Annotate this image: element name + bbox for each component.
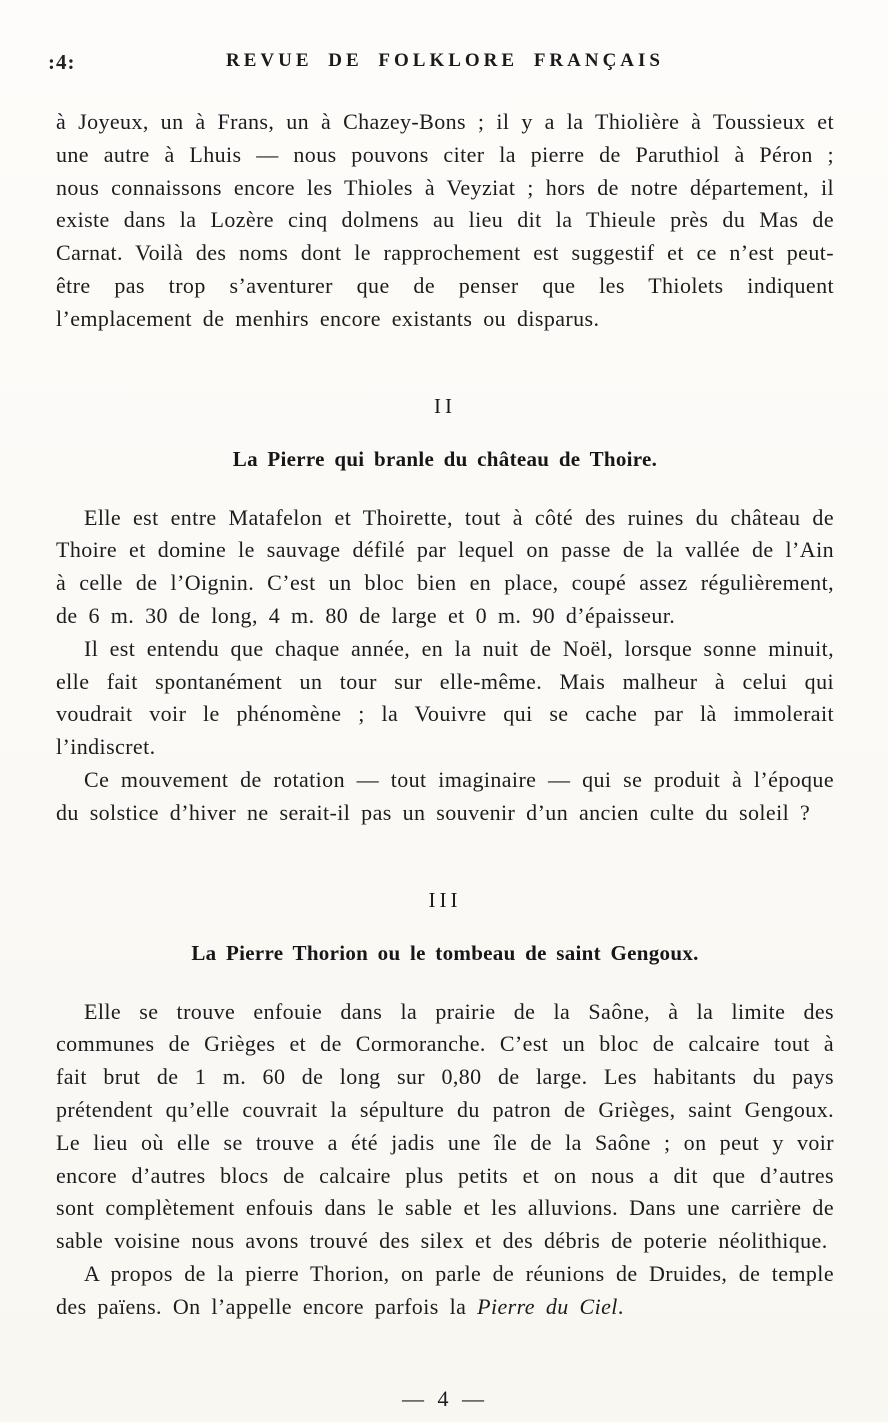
closing-period: . — [617, 1293, 624, 1319]
page-number: — 4 — — [402, 1386, 486, 1411]
section-2 — [56, 394, 834, 830]
section-2-title: La Pierre qui branle du château de Thoire. — [232, 446, 658, 471]
section-3-number: III — [428, 887, 462, 912]
closing-italic-title: Pierre du Ciel — [477, 1293, 618, 1319]
paragraph: Il est entendu que chaque année, en la nuit de Noël, lorsque sonne minuit, elle fait spontanément un tour sur elle-même. Mais malheur à celui qui voudrait voir le phénomène ; la Vouivre qui se cache par là immolerait l’indiscret. — [56, 635, 834, 760]
paragraph: Elle se trouve enfouie dans la prairie de la Saône, à la limite des communes de Grièges et de Cormoranche. C’est un bloc de calcaire tout à fait brut de 1 m. 60 de long sur 0,80 de large. Les habitants du pays prétendent qu’elle couvrait la sépulture du patron de Grièges, saint Gengoux. Le lieu où elle se trouve a été jadis une île de la Saône ; on peut y voir encore d’autres blocs de calcaire plus petits et on nous a dit que d’autres sont complètement enfouis dans le sable et les alluvions. Dans une carrière de sable voisine nous avons trouvé des silex et des débris de poterie néolithique. — [56, 998, 834, 1254]
paragraph-closing — [56, 1258, 834, 1324]
journal-title: REVUE DE FOLKLORE FRANÇAIS — [225, 50, 664, 71]
page-header — [48, 48, 834, 80]
closing-text: A propos de la pierre Thorion, on parle de réunions de Druides, de temple des païens. On l’appelle encore parfois la — [56, 1260, 834, 1319]
page-footer — [0, 1386, 888, 1412]
signature-mark: :4: — [48, 50, 76, 74]
section-3 — [56, 888, 834, 1324]
paragraph-continuation: à Joyeux, un à Frans, un à Chazey-Bons ; il y a la Thiolière à Toussieux et une autre à Lhuis — nous pouvons citer la pierre de Paruthiol à Péron ; nous connaissons encore les Thioles à Veyziat ; hors de notre département, il existe dans la Lozère cinq dolmens au lieu dit la Thieule près du Mas de Carnat. Voilà des noms dont le rapprochement est suggestif et ce n’est peut-être pas trop s’aventurer que de penser que les Thiolets indiquent l’emplacement de menhirs encore existants ou disparus. — [56, 109, 834, 331]
section-3-title: La Pierre Thorion ou le tombeau de saint Gengoux. — [191, 940, 699, 965]
paragraph: Elle est entre Matafelon et Thoirette, tout à côté des ruines du château de Thoire et domine le sauvage défilé par lequel on passe de la vallée de l’Ain à celle de l’Oignin. C’est un bloc bien en place, coupé assez régulièrement, de 6 m. 30 de long, 4 m. 80 de large et 0 m. 90 d’épaisseur. — [56, 504, 834, 628]
section-2-number: II — [434, 393, 456, 418]
paragraph: Ce mouvement de rotation — tout imaginaire — qui se produit à l’époque du solstice d’hiver ne serait-il pas un souvenir d’un ancien culte du soleil ? — [56, 766, 834, 825]
